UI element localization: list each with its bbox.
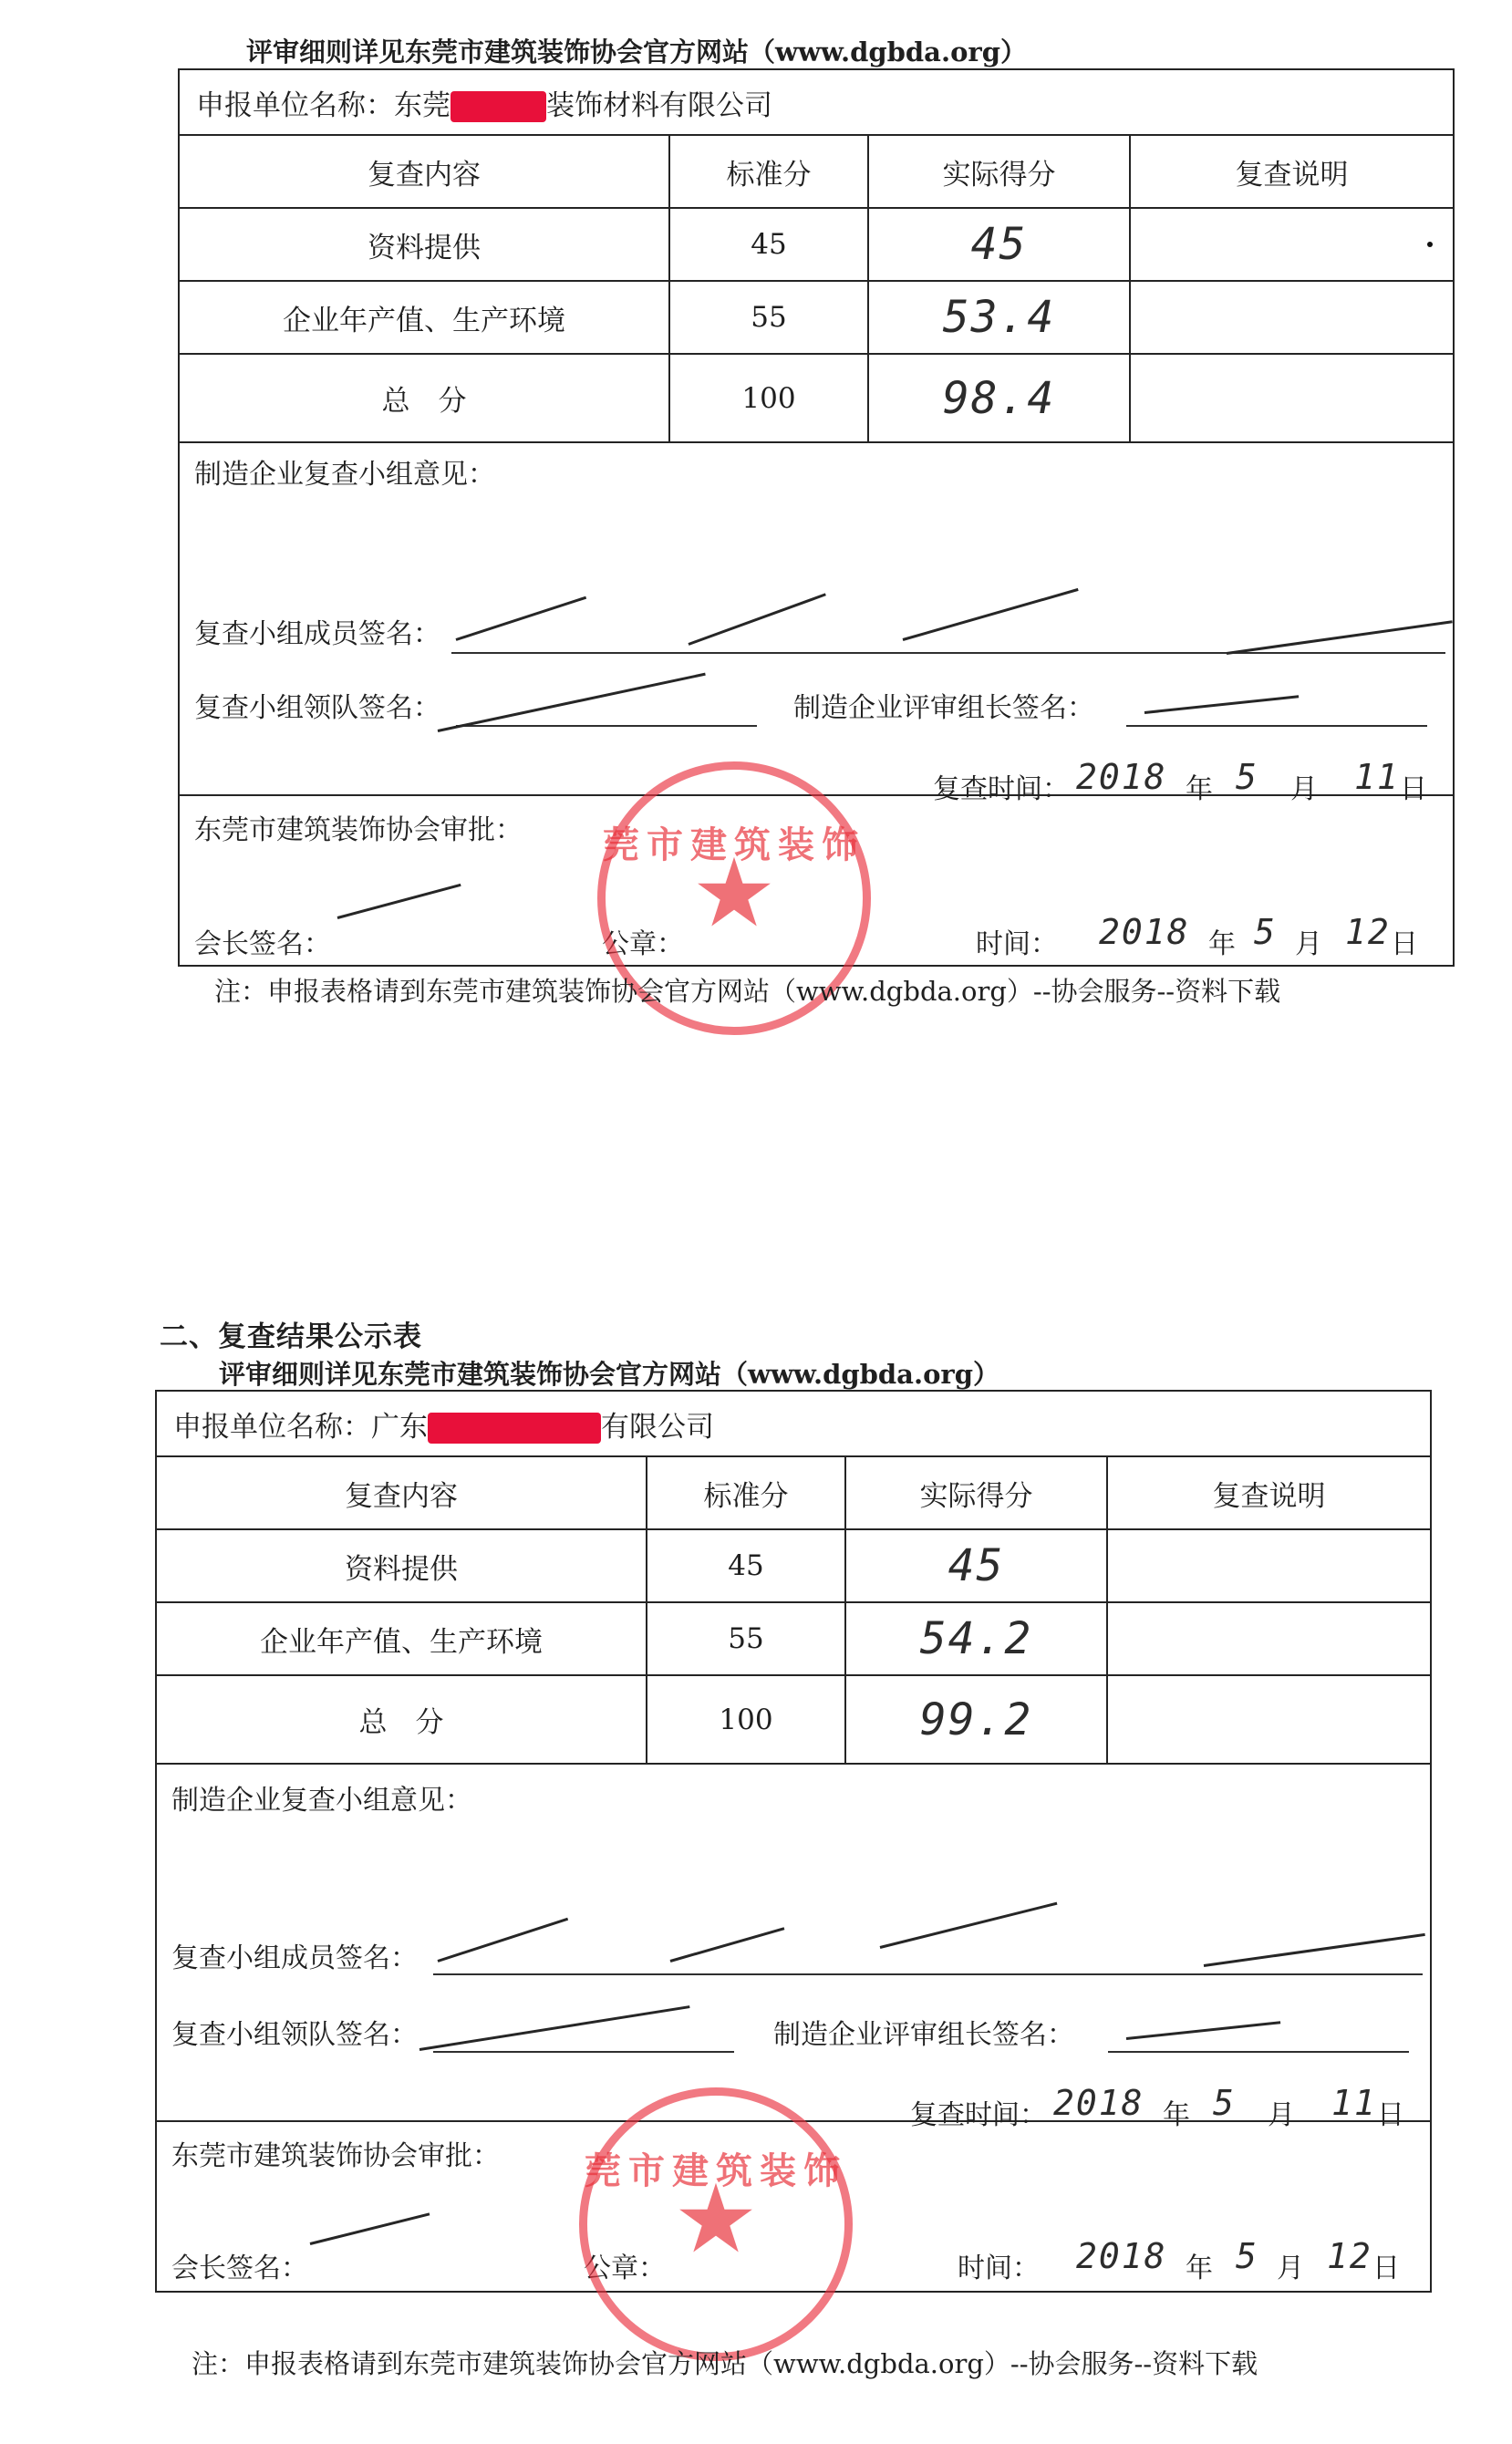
row-standard: 100 (647, 1675, 845, 1764)
row-actual (845, 1602, 1107, 1675)
leader-sign-line (433, 2051, 734, 2053)
applicant-cell (179, 69, 1454, 135)
row-standard: 45 (669, 208, 868, 281)
member-sign-line (451, 652, 1445, 654)
row-item: 资料提供 (156, 1529, 647, 1602)
approval-label: 东莞市建筑装饰协会审批： (171, 2140, 500, 2172)
row-item: 资料提供 (179, 208, 669, 281)
row-item: 总 分 (156, 1675, 647, 1764)
handwritten-date: 12 (1327, 2236, 1372, 2276)
seal-label: 公章： (584, 2252, 666, 2284)
date-unit: 日 (1372, 2252, 1400, 2284)
download-note: 注：申报表格请到东莞市建筑装饰协会官方网站（www.dgbda.org）--协会服务--资料下载 (192, 2348, 1258, 2379)
row-remark (1107, 1529, 1431, 1602)
row-actual (868, 208, 1130, 281)
handwritten-score: 45 (970, 219, 1028, 270)
header-actual: 实际得分 (845, 1456, 1107, 1529)
document-sheet-bottom (0, 1313, 1512, 2444)
handwritten-score: 53.4 (942, 292, 1056, 343)
download-note: 注：申报表格请到东莞市建筑装饰协会官方网站（www.dgbda.org）--协会服务--资料下载 (214, 976, 1281, 1007)
date-unit: 日 (1391, 928, 1418, 960)
row-standard: 45 (647, 1529, 845, 1602)
handwritten-date: 5 (1254, 912, 1277, 952)
group-leader-sign-label: 制造企业评审组长签名： (773, 2019, 1074, 2051)
date-unit: 年 (1163, 2099, 1190, 2131)
leader-sign-label: 复查小组领队签名： (194, 692, 440, 724)
date-unit: 日 (1400, 773, 1427, 805)
applicant-cell (156, 1391, 1431, 1456)
member-sign-line (433, 1973, 1423, 1975)
date-unit: 月 (1290, 773, 1318, 805)
date-unit: 月 (1277, 2252, 1304, 2284)
row-actual (868, 354, 1130, 442)
row-remark (1130, 354, 1454, 442)
handwritten-date: 5 (1213, 2083, 1236, 2123)
president-sign-label: 会长签名： (194, 928, 331, 960)
handwritten-date: 2018 (1076, 757, 1167, 797)
date-unit: 年 (1208, 928, 1236, 960)
date-unit: 月 (1268, 2099, 1295, 2131)
handwritten-date: 11 (1354, 757, 1400, 797)
row-remark (1130, 281, 1454, 354)
handwritten-date: 2018 (1076, 2236, 1167, 2276)
date-unit: 年 (1186, 2252, 1213, 2284)
header-standard: 标准分 (647, 1456, 845, 1529)
review-opinion-label: 制造企业复查小组意见： (194, 459, 495, 491)
seal-star-icon: ★ (691, 837, 777, 949)
header-actual: 实际得分 (868, 135, 1130, 208)
review-opinion-label: 制造企业复查小组意见： (171, 1785, 472, 1817)
criteria-note: 评审细则详见东莞市建筑装饰协会官方网站（www.dgbda.org） (219, 1359, 999, 1390)
row-actual (845, 1529, 1107, 1602)
approval-time-label: 时间： (958, 2252, 1040, 2284)
applicant-label: 申报单位名称：东莞 (196, 88, 450, 122)
approval-label: 东莞市建筑装饰协会审批： (194, 814, 523, 846)
document-sheet-top (27, 0, 1427, 1094)
header-content: 复查内容 (156, 1456, 647, 1529)
member-sign-label: 复查小组成员签名： (194, 618, 440, 650)
applicant-label: 申报单位名称：广东 (173, 1410, 428, 1444)
seal-star-icon: ★ (673, 2163, 759, 2275)
row-remark (1107, 1602, 1431, 1675)
handwritten-date: 12 (1345, 912, 1391, 952)
date-unit: 月 (1295, 928, 1322, 960)
handwritten-score: 45 (948, 1540, 1005, 1591)
handwritten-date: 2018 (1053, 2083, 1144, 2123)
association-seal (579, 2087, 853, 2361)
leader-sign-line (456, 725, 757, 727)
date-unit: 年 (1186, 773, 1213, 805)
president-sign-label: 会长签名： (171, 2252, 308, 2284)
handwritten-date: 11 (1331, 2083, 1377, 2123)
leader-sign-label: 复查小组领队签名： (171, 2019, 418, 2051)
handwritten-score: 98.4 (942, 372, 1056, 424)
header-content: 复查内容 (179, 135, 669, 208)
row-standard: 55 (669, 281, 868, 354)
handwritten-date: 5 (1236, 2236, 1258, 2276)
applicant-name-tail: 装饰材料有限公司 (546, 88, 772, 122)
handwritten-date: 5 (1236, 757, 1258, 797)
handwritten-date: 2018 (1099, 912, 1190, 952)
date-unit: 日 (1377, 2099, 1404, 2131)
handwritten-score: 99.2 (919, 1693, 1033, 1745)
approval-time-label: 时间： (976, 928, 1058, 960)
seal-text: 莞市建筑装饰 (603, 823, 865, 866)
redaction-mark (428, 1413, 601, 1444)
row-standard: 55 (647, 1602, 845, 1675)
applicant-name-tail: 有限公司 (601, 1410, 714, 1444)
seal-label: 公章： (602, 928, 684, 960)
review-time-label: 复查时间： (933, 773, 1070, 805)
row-actual (845, 1675, 1107, 1764)
section-title: 二、复查结果公示表 (160, 1320, 422, 1353)
review-form (155, 1390, 1430, 2302)
row-remark (1107, 1675, 1431, 1764)
redaction-mark (450, 91, 546, 122)
group-leader-sign-line (1126, 725, 1427, 727)
header-standard: 标准分 (669, 135, 868, 208)
header-remark: 复查说明 (1107, 1456, 1431, 1529)
member-sign-label: 复查小组成员签名： (171, 1942, 418, 1974)
group-leader-sign-label: 制造企业评审组长签名： (793, 692, 1094, 724)
row-actual (868, 281, 1130, 354)
seal-text: 莞市建筑装饰 (585, 2149, 847, 2192)
review-form (178, 68, 1453, 980)
row-standard: 100 (669, 354, 868, 442)
row-item: 企业年产值、生产环境 (179, 281, 669, 354)
review-time-label: 复查时间： (910, 2099, 1047, 2131)
row-remark (1130, 208, 1454, 281)
group-leader-sign-line (1108, 2051, 1409, 2053)
handwritten-score: 54.2 (919, 1613, 1033, 1664)
row-item: 企业年产值、生产环境 (156, 1602, 647, 1675)
criteria-note: 评审细则详见东莞市建筑装饰协会官方网站（www.dgbda.org） (246, 36, 1027, 67)
header-remark: 复查说明 (1130, 135, 1454, 208)
row-item: 总 分 (179, 354, 669, 442)
